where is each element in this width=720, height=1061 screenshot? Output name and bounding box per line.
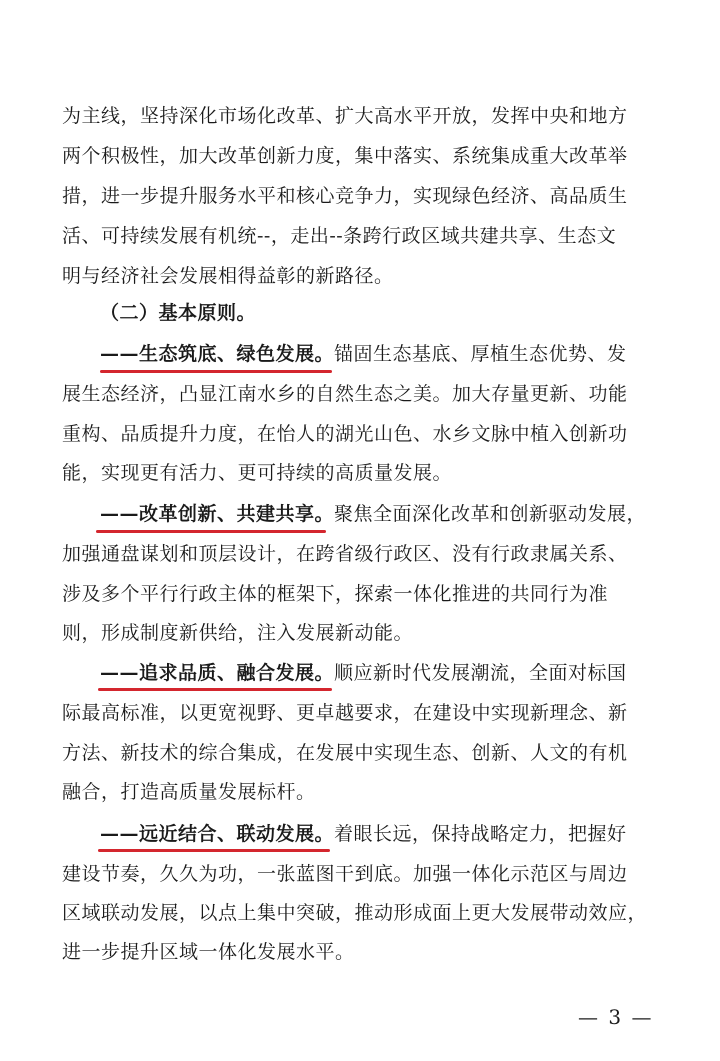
principle-title: ——远近结合、联动发展。 xyxy=(100,823,335,845)
paragraph-line: 进一步提升区域一体化发展水平。 xyxy=(62,941,355,963)
principle-first-line xyxy=(100,502,700,526)
paragraph-line: 融合，打造高质量发展标杆。 xyxy=(62,781,316,803)
paragraph-line: 明与经济社会发展相得益彰的新路径。 xyxy=(62,265,394,287)
paragraph-line: 活、可持续发展有机统--，走出--条跨行政区域共建共享、生态文 xyxy=(62,225,617,247)
paragraph-line: 为主线，坚持深化市场化改革、扩大高水平开放，发挥中央和地方 xyxy=(62,105,628,127)
principle-title: ——追求品质、融合发展。 xyxy=(100,662,335,684)
red-underline-mark xyxy=(96,530,326,533)
paragraph-line: 重构、品质提升力度，在怡人的湖光山色、水乡文脉中植入创新功 xyxy=(62,423,628,445)
paragraph-line: 两个积极性，加大改革创新力度，集中落实、系统集成重大改革举 xyxy=(62,145,628,167)
paragraph-line: 际最高标准，以更宽视野、更卓越要求，在建设中实现新理念、新 xyxy=(62,702,628,724)
principle-first-line xyxy=(100,342,700,366)
principle-title: ——生态筑底、绿色发展。 xyxy=(100,343,335,365)
principle-title: ——改革创新、共建共享。 xyxy=(100,503,335,525)
page-number: — 3 — xyxy=(578,1005,654,1029)
paragraph-line: 方法、新技术的综合集成，在发展中实现生态、创新、人文的有机 xyxy=(62,742,628,764)
paragraph-line: 措，进一步提升服务水平和核心竞争力，实现绿色经济、高品质生 xyxy=(62,185,628,207)
paragraph-line: 建设节奏，久久为功，一张蓝图干到底。加强一体化示范区与周边 xyxy=(62,863,628,885)
principle-text: 锚固生态基底、厚植生态优势、发 xyxy=(334,343,627,365)
section-heading: （二）基本原则。 xyxy=(100,302,257,324)
principle-text: 顺应新时代发展潮流，全面对标国 xyxy=(334,662,627,684)
principle-first-line xyxy=(100,661,700,685)
principle-text: 着眼长远，保持战略定力，把握好 xyxy=(334,823,627,845)
paragraph-line: 区域联动发展，以点上集中突破，推动形成面上更大发展带动效应， xyxy=(62,902,648,924)
red-underline-mark xyxy=(100,370,332,373)
paragraph-line: 加强通盘谋划和顶层设计，在跨省级行政区、没有行政隶属关系、 xyxy=(62,543,628,565)
paragraph-line: 涉及多个平行行政主体的框架下，探索一体化推进的共同行为准 xyxy=(62,583,609,605)
principle-first-line xyxy=(100,822,700,846)
paragraph-line: 展生态经济，凸显江南水乡的自然生态之美。加大存量更新、功能 xyxy=(62,383,628,405)
principle-text: 聚焦全面深化改革和创新驱动发展， xyxy=(334,503,647,525)
paragraph-line: 则，形成制度新供给，注入发展新动能。 xyxy=(62,622,414,644)
paragraph-line: 能，实现更有活力、更可持续的高质量发展。 xyxy=(62,462,453,484)
red-underline-mark xyxy=(98,688,332,691)
red-underline-mark xyxy=(98,849,330,852)
